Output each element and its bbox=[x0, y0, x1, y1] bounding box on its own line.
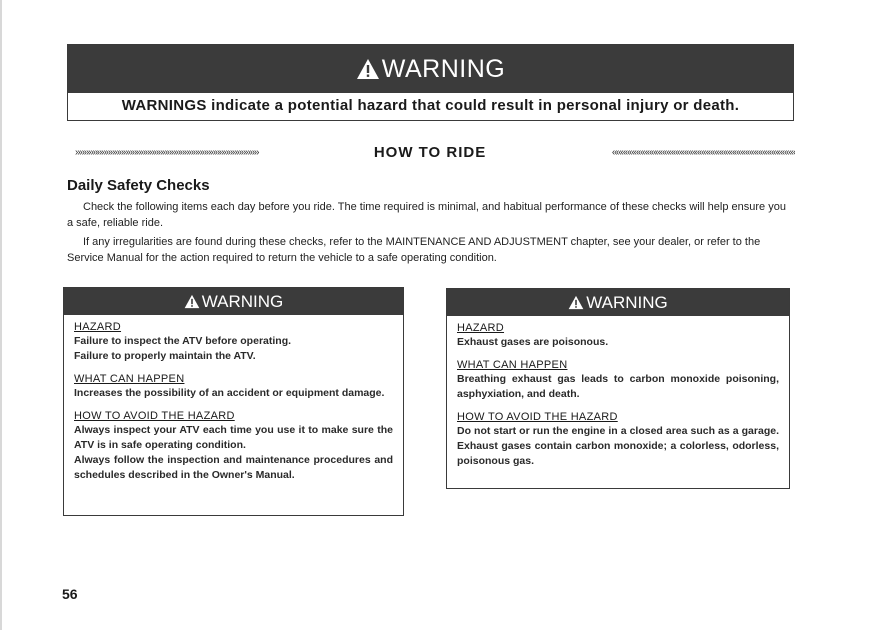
hazard-label: HAZARD bbox=[74, 321, 122, 333]
warning-title: WARNING bbox=[586, 292, 668, 312]
warning-definition-box bbox=[67, 44, 794, 121]
hazard-label: HAZARD bbox=[457, 322, 505, 334]
warning-header bbox=[68, 45, 793, 93]
warning-title: WARNING bbox=[381, 54, 506, 83]
warning-title: WARNING bbox=[201, 291, 284, 311]
paragraph-1-text: Check the following items each day before you ride. The time required is minimal, and habitual performance of these checks will help ensure you a safe, reliable ride. bbox=[67, 201, 786, 229]
exhaust-warning-box bbox=[446, 288, 790, 489]
what-can-happen-label: WHAT CAN HAPPEN bbox=[457, 359, 568, 371]
hazard-line: Failure to properly maintain the ATV. bbox=[74, 350, 256, 362]
how-to-avoid-label: HOW TO AVOID THE HAZARD bbox=[74, 410, 235, 422]
how-to-avoid-text bbox=[74, 423, 393, 483]
daily-checks-heading: Daily Safety Checks bbox=[67, 177, 210, 194]
right-chevron-rule: «««««««««««««««««««««««««««««««««««««««««« bbox=[611, 147, 795, 158]
section-heading bbox=[75, 144, 795, 161]
warning-triangle-icon bbox=[184, 294, 200, 309]
warning-header bbox=[447, 289, 789, 316]
how-to-avoid-text: Do not start or run the engine in a closed area such as a garage. Exhaust gases contain carbon monoxide; a colorless, odorless, poisonous gas. bbox=[457, 425, 779, 467]
left-chevron-rule: »»»»»»»»»»»»»»»»»»»»»»»»»»»»»»»»»»»»»»»»»» bbox=[75, 147, 259, 158]
hazard-body bbox=[447, 316, 789, 469]
page-number: 56 bbox=[62, 586, 78, 602]
warning-triangle-icon bbox=[568, 295, 584, 310]
hazard-text: Exhaust gases are poisonous. bbox=[457, 336, 609, 348]
how-to-avoid-label: HOW TO AVOID THE HAZARD bbox=[457, 411, 618, 423]
section-title: HOW TO RIDE bbox=[373, 144, 487, 161]
avoid-line: Always follow the inspection and maintenance procedures and schedules described in the Owner's Manual. bbox=[74, 454, 393, 481]
daily-checks-paragraph-2 bbox=[67, 234, 794, 266]
hazard-body bbox=[64, 315, 403, 483]
hazard-text bbox=[74, 334, 393, 364]
warning-triangle-icon bbox=[356, 58, 380, 80]
inspection-warning-box bbox=[63, 287, 404, 516]
warning-header bbox=[64, 288, 403, 315]
what-can-happen-text: Breathing exhaust gas leads to carbon monoxide poisoning, asphyxiation, and death. bbox=[457, 373, 779, 400]
warning-statement: WARNINGS indicate a potential hazard that could result in personal injury or death. bbox=[121, 97, 740, 114]
daily-checks-paragraph-1 bbox=[67, 199, 794, 231]
paragraph-2-text: If any irregularities are found during these checks, refer to the MAINTENANCE AND ADJUSTMENT chapter, see your dealer, or refer to the Service Manual for the action required to return the vehicle to a safe operating condition. bbox=[67, 236, 761, 264]
hazard-line: Failure to inspect the ATV before operating. bbox=[74, 335, 292, 347]
what-can-happen-label: WHAT CAN HAPPEN bbox=[74, 373, 185, 385]
avoid-line: Always inspect your ATV each time you use it to make sure the ATV is in safe operating condition. bbox=[74, 424, 393, 451]
page-edge bbox=[0, 0, 2, 630]
what-can-happen-text: Increases the possibility of an accident or equipment damage. bbox=[74, 387, 385, 399]
